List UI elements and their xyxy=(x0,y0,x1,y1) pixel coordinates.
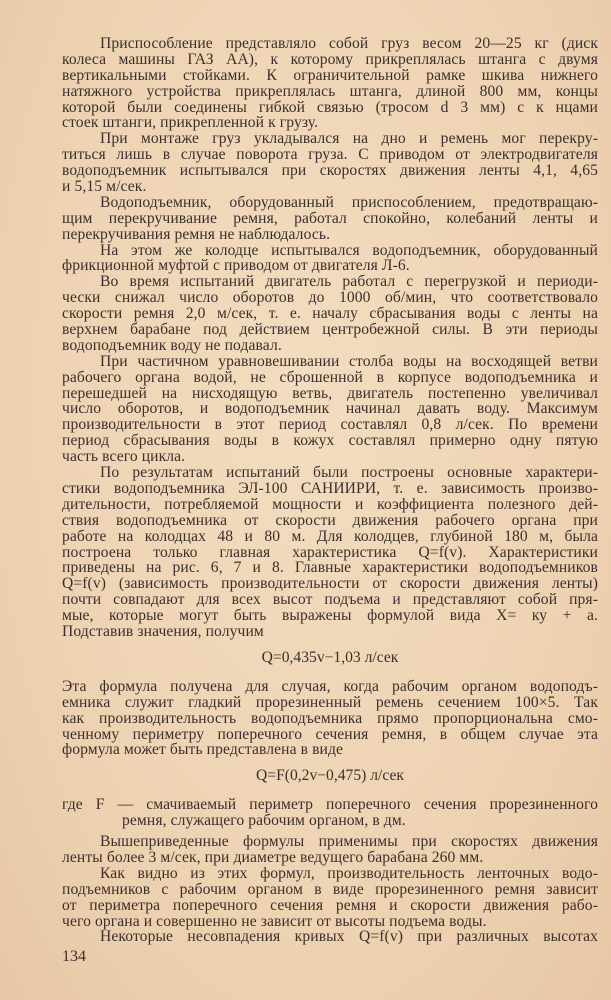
paragraph xyxy=(62,929,598,945)
text-line: скорости ремня 2,0 м/сек, т. е. началу сбрасывания воды с ленты на xyxy=(62,305,598,323)
text-line: ствия водоподъемника от скорости движения рабочего органа при xyxy=(62,511,598,529)
text-line: водоподъемник воду не подавал. xyxy=(62,336,282,354)
text-line: период сбрасывания воды в кожух составлял примерно одну пятую xyxy=(62,432,598,450)
text-line: По результатам испытаний были построены основные характери- xyxy=(100,464,598,482)
text-line: Эта формула получена для случая, когда рабочим органом водоподъ- xyxy=(62,677,598,695)
text-line: работе на колодцах 48 и 80 м. Для колодцев, глубиной 180 м, была xyxy=(62,527,598,545)
text-line: ченному периметру поперечного сечения ремня, в общем случае эта xyxy=(62,725,598,743)
text-line: ремня, служащего рабочим органом, в дм. xyxy=(122,812,406,830)
paragraph xyxy=(62,834,598,866)
text-line: которой были соединены гибкой связью (тросом d 3 мм) с к нцами xyxy=(62,98,598,116)
text-line: При монтаже груз укладывался на дно и ремень мог перекру- xyxy=(100,130,598,148)
text-line: водоподъемник испытывался при скоростях движения ленты 4,1, 4,65 xyxy=(62,162,598,180)
paragraph xyxy=(62,866,598,930)
text-line: Приспособление представляло собой груз весом 20—25 кг (диск xyxy=(100,35,598,52)
paragraph xyxy=(62,813,598,829)
paragraph xyxy=(62,195,598,243)
text-line: титься лишь в случае поворота груза. С приводом от электродвигателя xyxy=(62,146,598,164)
text-line: часть всего цикла. xyxy=(62,448,186,466)
text-line: подъемников с рабочим органом в виде прорезиненного ремня зависит xyxy=(62,880,598,898)
text-line: перекручивания ремня не наблюдалось. xyxy=(62,225,331,243)
text-line: щим перекручивание ремня, работал спокойно, колебаний ленты и xyxy=(62,209,598,227)
text-line: дительности, потребляемой мощности и коэффициента полезного дей- xyxy=(62,495,598,513)
page-body xyxy=(62,36,598,945)
text-line: Подставив значения, получим xyxy=(62,622,264,640)
text-line: натяжного устройства прикреплялась штанга, длиной 800 мм, концы xyxy=(62,82,598,100)
paragraph xyxy=(62,679,598,758)
text-line: Как видно из этих формул, производительность ленточных водо- xyxy=(100,864,598,882)
paragraph xyxy=(62,465,598,640)
text-line: почти совпадают для всех высот подъема и представляют собой пря- xyxy=(62,591,598,609)
text-line: и 5,15 м/сек. xyxy=(62,178,147,196)
text-line: перешедшей на нисходящую ветвь, двигатель постепенно увеличивал xyxy=(62,384,598,402)
text-line: формула может быть представлена в виде xyxy=(62,741,344,759)
text-line: вертикальными стойками. К ограничительной рамке шкива нижнего xyxy=(62,66,598,84)
text-line: мые, которые могут быть выражены формулой вида X= ку + а. xyxy=(62,607,598,625)
text-line: чески снижал число оборотов до 1000 об/мин, что соответствовало xyxy=(62,289,598,307)
paragraph xyxy=(62,243,598,275)
text-line: фрикционной муфтой с приводом от двигателя Л-6. xyxy=(62,257,410,275)
page-number: 134 xyxy=(62,948,86,965)
text-line: стоек штанги, прикрепленной к грузу. xyxy=(62,114,319,132)
text-line: число оборотов, и водоподъемник начинал давать воду. Максимум xyxy=(62,400,598,418)
text-line: Водоподъемник, оборудованный приспособлением, предотвращаю- xyxy=(100,193,598,211)
text-line: чего органа и совершенно не зависит от высоты подъема воды. xyxy=(62,912,487,930)
text-line: Во время испытаний двигатель работал с перегрузкой и периоди- xyxy=(100,273,598,291)
text-line: где F — смачиваемый периметр поперечного сечения прорезиненного xyxy=(62,796,598,814)
text-line: построена только главная характеристика Q=f(v). Характеристики xyxy=(62,543,598,561)
text-line: как производительность водоподъемника прямо пропорциональна смо- xyxy=(62,709,598,727)
text-line: производительности в этот период составлял 0,8 л/сек. По времени xyxy=(62,416,598,434)
paragraph xyxy=(62,797,598,813)
paragraph xyxy=(62,36,598,131)
text-line: На этом же колодце испытывался водоподъемник, оборудованный xyxy=(100,241,598,259)
text-line: рабочего органа водой, не сброшенной в корпусе водоподъемника и xyxy=(62,368,598,386)
text-line: верхнем барабане под действием центробежной силы. В эти периоды xyxy=(62,321,598,339)
text-line: от периметра поперечного сечения ремня и скорости движения рабо- xyxy=(62,896,598,914)
text-line: Q=f(v) (зависимость производительности от скорости движения ленты) xyxy=(62,575,598,593)
text-line: колеса машины ГАЗ АА), к которому прикреплялась штанга с двумя xyxy=(62,50,598,68)
text-line: Вышеприведенные формулы применимы при скоростях движения xyxy=(100,833,598,851)
paragraph xyxy=(62,354,598,465)
text-line: Некоторые несовпадения кривых Q=f(v) при различных высотах xyxy=(100,928,598,946)
paragraph xyxy=(62,274,598,353)
paragraph xyxy=(62,131,598,195)
text-line: При частичном уравновешивании столба воды на восходящей ветви xyxy=(100,352,598,370)
text-line: емника служит гладкий прорезиненный ремень сечением 100×5. Так xyxy=(62,693,598,711)
text-line: приведены на рис. 6, 7 и 8. Главные характеристики водоподъемников xyxy=(62,559,598,577)
text-line: стики водоподъемника ЭЛ-100 САНИИРИ, т. е. зависимость произво- xyxy=(62,479,598,497)
text-line: ленты более 3 м/сек, при диаметре ведущего барабана 260 мм. xyxy=(62,848,484,866)
formula: Q=0,435v−1,03 л/сек xyxy=(261,648,399,666)
formula: Q=F(0,2v−0,475) л/сек xyxy=(256,767,404,785)
